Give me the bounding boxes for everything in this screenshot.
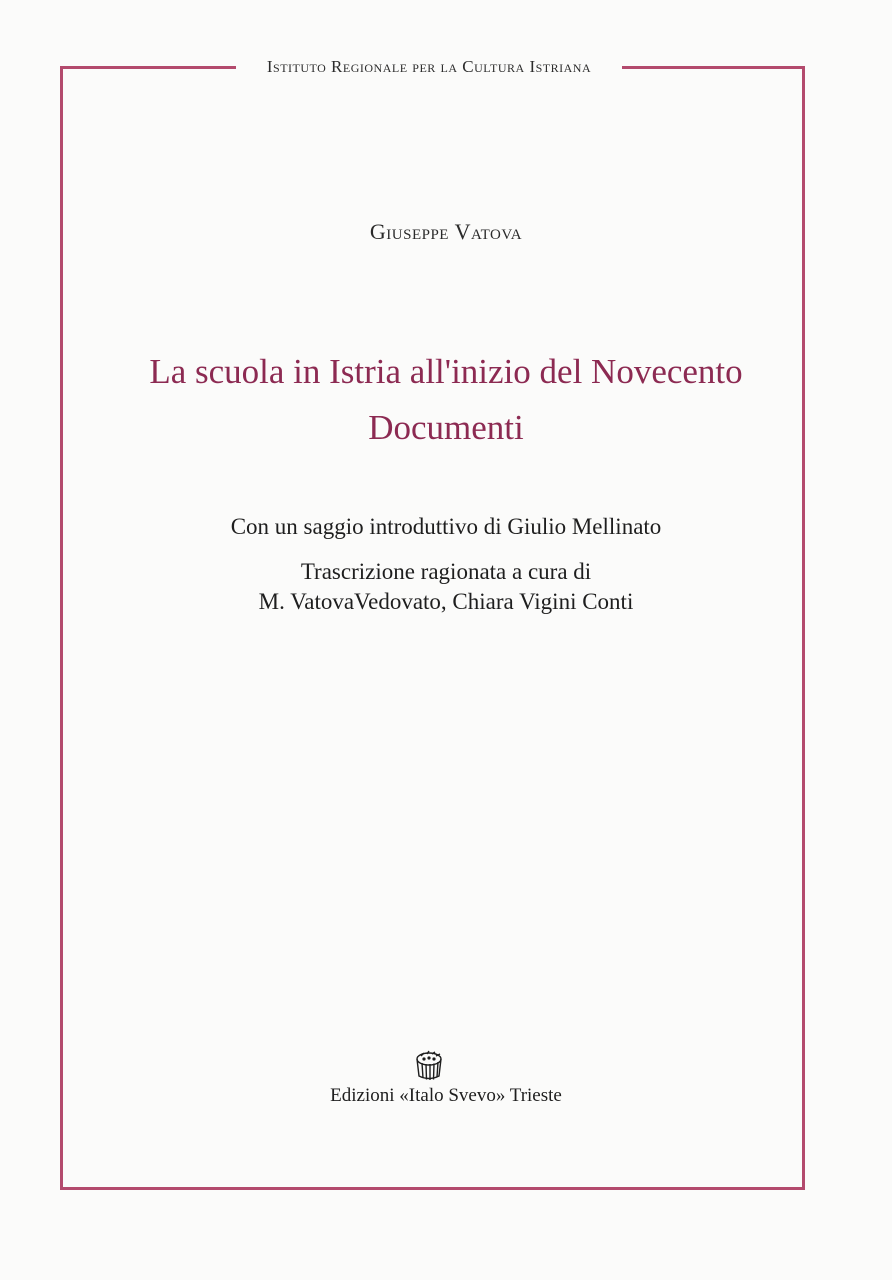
publisher-name: Edizioni «Italo Svevo» Trieste bbox=[330, 1085, 562, 1106]
institute-name: Istituto Regionale per la Cultura Istriana bbox=[236, 55, 622, 79]
publisher-emblem-icon bbox=[412, 1050, 446, 1082]
transcription-credit: Trascrizione ragionata a cura di bbox=[300, 559, 592, 584]
book-subtitle: Documenti bbox=[368, 408, 524, 447]
essay-credit: Con un saggio introduttivo di Giulio Mellinato bbox=[230, 514, 662, 539]
book-title: La scuola in Istria all'inizio del Novecento bbox=[149, 352, 743, 391]
transcription-editors: M. VatovaVedovato, Chiara Vigini Conti bbox=[258, 589, 634, 614]
author-name: Giuseppe Vatova bbox=[369, 219, 523, 244]
